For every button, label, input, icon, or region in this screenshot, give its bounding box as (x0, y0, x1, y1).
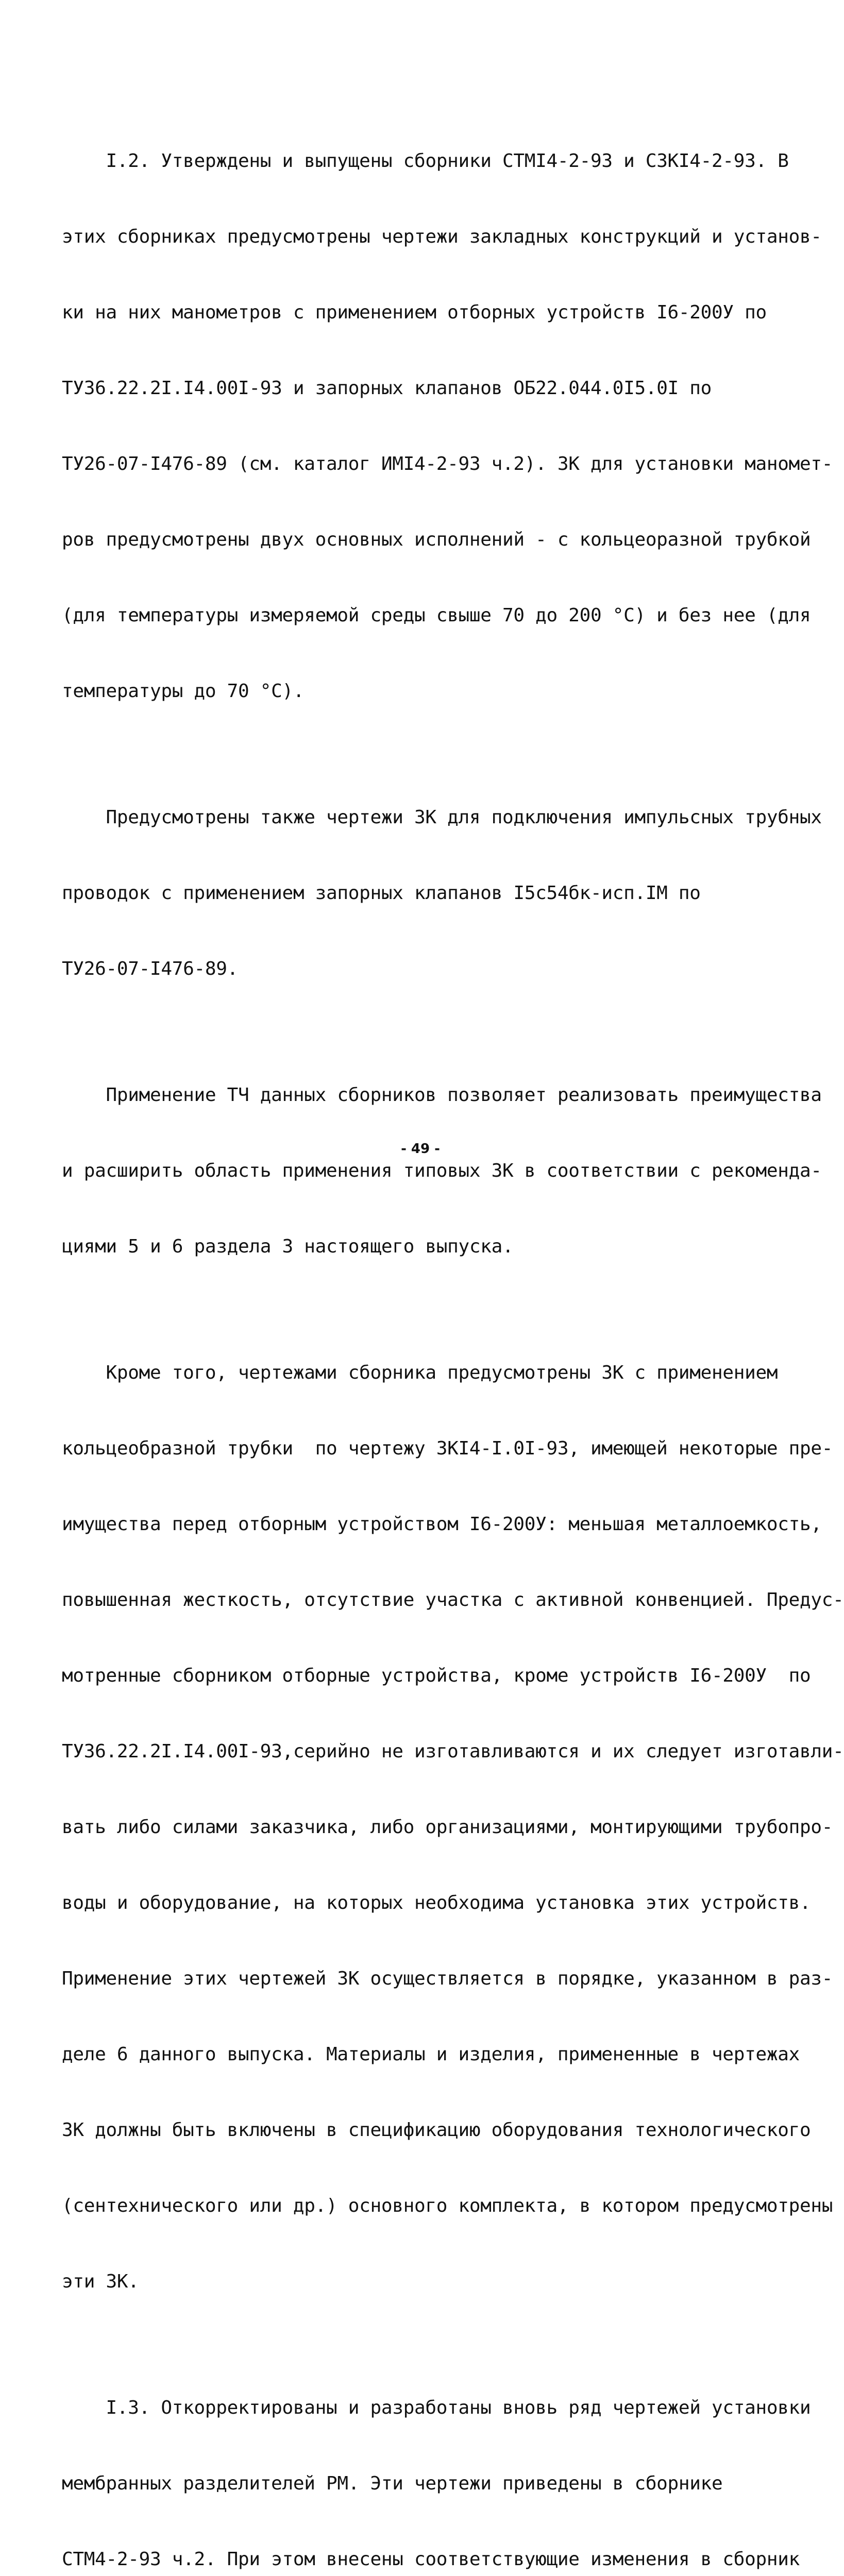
text-line: Предусмотрены также чертежи ЗК для подключения импульсных трубных (62, 807, 822, 828)
text-line: ТУ36.22.2I.I4.00I-93 и запорных клапанов ОБ22.044.0I5.0I по (62, 378, 712, 399)
text-line: ТУ26-07-I476-89 (см. каталог ИМI4-2-93 ч.2). ЗК для установки маномет- (62, 453, 833, 474)
text-line: эти ЗК. (62, 2271, 139, 2292)
paragraph-1-2 (62, 98, 833, 754)
text-line: ров предусмотрены двух основных исполнений - с кольцеоразной трубкой (62, 529, 811, 550)
text-line: (для температуры измеряемой среды свыше 70 до 200 °С) и без нее (для (62, 605, 811, 626)
text-line: циями 5 и 6 раздела 3 настоящего выпуска. (62, 1236, 514, 1257)
paragraph-1-3 (62, 2345, 811, 2576)
text-line: имущества перед отборным устройством I6-200У: меньшая металлоемкость, (62, 1514, 822, 1535)
text-line: мотренные сборником отборные устройства, кроме устройств I6-200У по (62, 1665, 811, 1686)
text-line: температуры до 70 °С). (62, 681, 305, 702)
text-line: (сентехнического или др.) основного комплекта, в котором предусмотрены (62, 2195, 833, 2216)
text-line: повышенная жесткость, отсутствие участка с активной конвенцией. Предус- (62, 1589, 844, 1611)
text-line: проводок с применением запорных клапанов I5с54бк-исп.IМ по (62, 883, 701, 904)
paragraph-impulse-lines (62, 754, 822, 1032)
text-line: деле 6 данного выпуска. Материалы и изделия, примененные в чертежах (62, 2044, 800, 2065)
text-line: ЗК должны быть включены в спецификацию оборудования технологического (62, 2120, 811, 2141)
text-line: I.2. Утверждены и выпущены сборники СТМI4-2-93 и СЗКI4-2-93. В (62, 150, 789, 172)
text-line: и расширить область применения типовых ЗК в соответствии с рекоменда- (62, 1160, 822, 1181)
page-number: - 49 - (401, 1141, 440, 1157)
paragraph-ring-tube (62, 1310, 844, 2345)
text-line: Применение этих чертежей ЗК осуществляется в порядке, указанном в раз- (62, 1968, 833, 1989)
text-line: ки на них манометров с применением отборных устройств I6-200У по (62, 302, 767, 323)
text-line: Применение ТЧ данных сборников позволяет реализовать преимущества (62, 1084, 822, 1106)
text-line: I.3. Откорректированы и разработаны вновь ряд чертежей установки (62, 2397, 811, 2418)
text-line: этих сборниках предусмотрены чертежи закладных конструкций и установ- (62, 226, 822, 247)
document-page (62, 98, 844, 2576)
paragraph-advantages (62, 1032, 822, 1310)
text-line: ТУ36.22.2I.I4.00I-93,серийно не изготавливаются и их следует изготавли- (62, 1741, 844, 1762)
text-line: воды и оборудование, на которых необходима установка этих устройств. (62, 1892, 811, 1913)
text-line: вать либо силами заказчика, либо организациями, монтирующими трубопро- (62, 1817, 833, 1838)
text-line: кольцеобразной трубки по чертежу ЗКI4-I.0I-93, имеющей некоторые пре- (62, 1438, 833, 1459)
text-line: мембранных разделителей РМ. Эти чертежи приведены в сборнике (62, 2473, 723, 2494)
text-line: ТУ26-07-I476-89. (62, 958, 238, 979)
text-line: СТМ4-2-93 ч.2. При этом внесены соответствующие изменения в сборник (62, 2549, 800, 2570)
text-line: Кроме того, чертежами сборника предусмотрены ЗК с применением (62, 1362, 778, 1383)
